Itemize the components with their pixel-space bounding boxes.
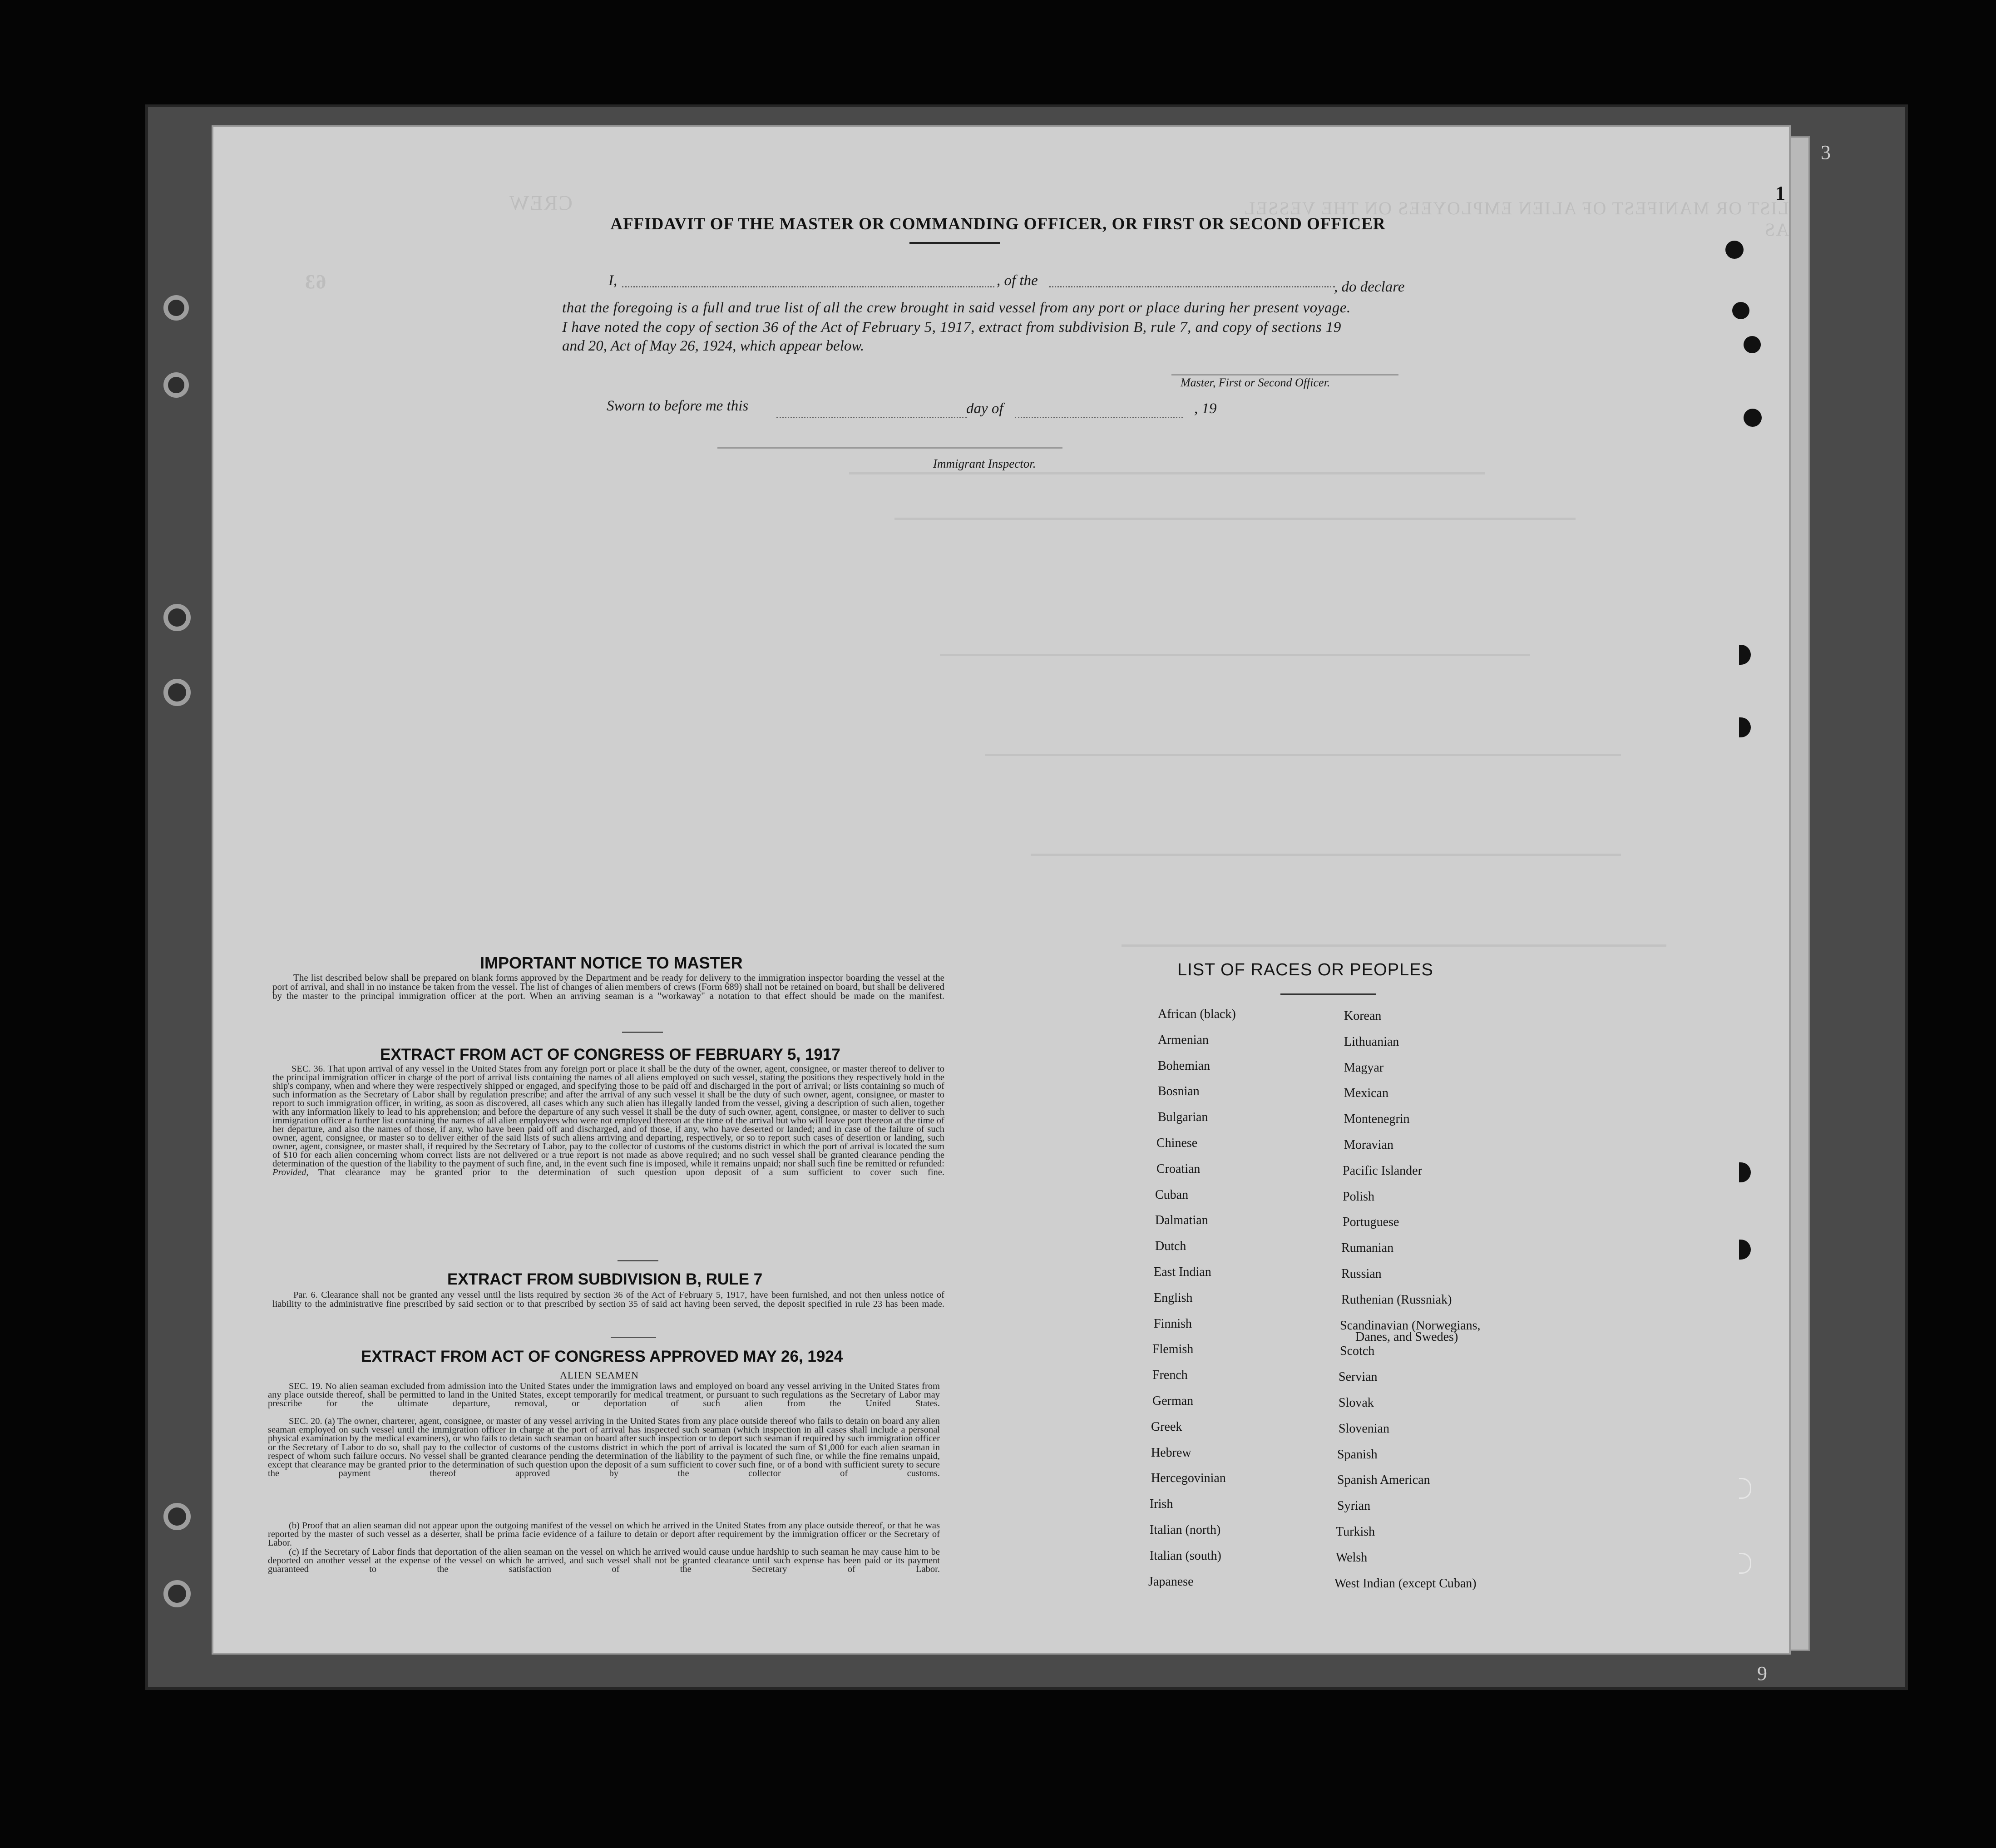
rule7-title: EXTRACT FROM SUBDIVISION B, RULE 7 (447, 1270, 763, 1288)
sec-20b-paragraph: (b) Proof that an alien seaman did not appear upon the outgoing manifest of the vessel on which he arrived in the United States from any place outside thereof, or that he was reported by the master of such vessel as a deserter, shall be prima facie evidence of a failure to detain or deport after requirement by the immigration officer or the Secretary of Labor. (268, 1521, 940, 1548)
extract-1917-paragraph (272, 1065, 944, 1177)
race-item: West Indian (except Cuban) (1334, 1576, 1477, 1591)
sec-20c-paragraph: (c) If the Secretary of Labor finds that deportation of the alien seaman on the vessel on which he arrived would cause undue hardship to such seaman he may cause him to be deported on another vessel at the expense of the vessel on which he arrived, and such vessel shall not be granted clearance until such expense has been paid or its payment guaranteed to the satisfaction of the Secretary of Labor. (268, 1547, 940, 1575)
margin-number-top: 3 (1821, 141, 1831, 163)
race-item: Pacific Islander (1343, 1163, 1422, 1178)
race-item: French (1152, 1368, 1188, 1383)
ghost-line (894, 518, 1576, 520)
race-item: English (1154, 1290, 1193, 1305)
race-item: Chinese (1156, 1136, 1198, 1150)
race-item: Turkish (1336, 1525, 1375, 1539)
race-item: Dutch (1155, 1239, 1186, 1254)
race-item: Italian (south) (1150, 1548, 1221, 1563)
race-item: German (1152, 1394, 1194, 1408)
binder-ring (163, 1503, 191, 1530)
ghost-line (985, 754, 1621, 756)
sec-19-paragraph: SEC. 19. No alien seaman excluded from admission into the United States under the immigration laws and employed on board any vessel arriving in the United States from any place outside thereof, shall be permitted to land in the United States, except temporarily for medical treatment, or pursuant to such regulations as the Secretary of Labor may prescribe for the ultimate departure, removal, or deportation of such alien from the United States. (268, 1381, 940, 1409)
half-hole (1739, 1162, 1751, 1182)
half-hole-outline (1739, 1553, 1751, 1574)
ghost-crew-heading: CREW (509, 191, 573, 214)
race-item: Spanish American (1337, 1473, 1430, 1487)
sworn-day-of: day of (966, 400, 1003, 417)
sworn-day-blank[interactable] (776, 417, 967, 418)
race-item: Japanese (1148, 1574, 1194, 1589)
race-item: Armenian (1158, 1033, 1209, 1047)
rule7-paragraph: Par. 6. Clearance shall not be granted any vessel until the lists required by section 36 of the Act of February 5, 1917, have been furnished, and not then unless notice of liability to the administrative fine prescribed by said section or to that prescribed by section 35 of said act having been served, the deposit specified in rule 23 has been made. (272, 1290, 944, 1309)
races-title-rule (1280, 993, 1376, 995)
sworn-prefix: Sworn to before me this (607, 398, 749, 414)
ghost-line (940, 654, 1530, 656)
notice-paragraph: The list described below shall be prepared on blank forms approved by the Department and be ready for delivery to the immigration inspector boarding the vessel at the port of arrival, and shall in no instance be taken from the vessel. The list of changes of alien members of crews (Form 689) shall not be retained on board, but shall be delivered by the master to the principal immigration officer at the port. When an arriving seaman is a "workaway" a notation to that effect should be made on the manifest. (272, 972, 944, 1001)
declaration-of-the: , of the (997, 272, 1038, 289)
race-item: Hercegovinian (1151, 1471, 1226, 1486)
race-item: Bohemian (1158, 1058, 1210, 1073)
affidavit-title: AFFIDAVIT OF THE MASTER OR COMMANDING OFFICER, OR FIRST OR SECOND OFFICER (610, 215, 1386, 233)
race-item: Syrian (1337, 1499, 1371, 1513)
master-signature-label: Master, First or Second Officer. (1181, 376, 1330, 389)
half-hole-outline (1739, 1478, 1751, 1499)
race-item: Spanish (1337, 1447, 1378, 1462)
inspector-label: Immigrant Inspector. (933, 457, 1036, 470)
race-item: Slovak (1339, 1396, 1374, 1410)
declaration-line-2: that the foregoing is a full and true list of all the crew brought in said vessel from any port or place during her present voyage. (562, 300, 1351, 316)
race-item: Russian (1341, 1267, 1382, 1281)
race-item: Polish (1343, 1189, 1375, 1204)
race-item: Cuban (1155, 1187, 1189, 1202)
affidavit-title-rule (909, 242, 1000, 244)
race-item: Greek (1151, 1419, 1182, 1434)
binder-ring (163, 604, 191, 631)
sec-36-text: That upon arrival of any vessel in the United States from any foreign port or place it shall be the duty of the owner, agent, consignee, or master thereof to deliver to the principal immigration officer in charge of the port of arrival lists containing the names of all aliens employed on such vessel, stating the positions they respectively hold in the ship's company, when and where they were respectively shipped or engaged, and specifying those to be paid off and discharged in the port of arrival; or lists containing so much of such information as the Secretary of Labor shall by regulation prescribe; and after the arrival of any such vessel it shall be the duty of such owner, agent, consignee, or master to report to such immigration officer, in writing, as soon as discovered, all cases which any such alien has illegally landed from the vessel, giving a description of such alien, together with any information likely to lead to his apprehension; and before the departure of any such vessel it shall be the duty of such owner, agent, consignee, or master to deliver to such immigration officer a further list containing the names of all alien employees who were not employed thereon at the time of the arrival but who will leave port thereon at the time of her departure, and also the names of those, if any, who have been paid off and discharged, and of those, if any, who have deserted or landed; and in case of the failure of such owner, agent, consignee, or master so to deliver either of the said lists of such aliens arriving and departing, respectively, or so to report such cases of desertion or landing, such owner, agent, consignee, or master shall, if required by the Secretary of Labor, pay to the collector of customs of the customs district in which the port of arrival is located the sum of $10 for each alien concerning whom correct lists are not delivered or a true report is not made as above required; and no such vessel shall be granted clearance pending the determination of the question of the liability to the payment of such fine, and, in the event such fine is imposed, while it remains unpaid; nor shall such fine be remitted or refunded: (272, 1064, 944, 1169)
punch-hole (1725, 241, 1744, 259)
extract-1917-rule (618, 1260, 658, 1261)
declaration-line-3: I have noted the copy of section 36 of the Act of February 5, 1917, extract from subdivision B, rule 7, and copy of sections 19 (562, 319, 1341, 336)
race-item: Irish (1150, 1497, 1173, 1512)
race-item: Moravian (1344, 1138, 1393, 1152)
race-item: Slovenian (1339, 1421, 1389, 1436)
race-item: Welsh (1336, 1550, 1368, 1565)
half-hole (1739, 645, 1751, 665)
binder-ring (163, 1580, 191, 1607)
ghost-line (1031, 854, 1621, 856)
race-item: Magyar (1344, 1060, 1384, 1075)
race-item: African (black) (1158, 1007, 1236, 1021)
binder-ring (163, 372, 189, 398)
alien-seamen-subtitle: ALIEN SEAMEN (560, 1369, 639, 1381)
half-hole (1739, 1240, 1751, 1260)
ghost-number: 63 (304, 271, 326, 293)
race-item: Montenegrin (1344, 1112, 1410, 1127)
binder-ring (163, 679, 191, 706)
race-item: Korean (1344, 1009, 1382, 1023)
extract-1917-title: EXTRACT FROM ACT OF CONGRESS OF FEBRUARY 5, 1917 (380, 1046, 840, 1063)
ghost-list-heading: LIST OR MANIFEST OF ALIEN EMPLOYEES ON THE VESSEL AS (1244, 198, 1789, 240)
provided-text: Provided, (272, 1167, 309, 1177)
race-item: Mexican (1344, 1086, 1388, 1101)
race-item: Bosnian (1158, 1084, 1200, 1099)
half-hole (1739, 717, 1751, 737)
race-item: Scotch (1340, 1344, 1375, 1359)
race-item: Scandinavian (Norwegians, (1340, 1318, 1481, 1333)
declaration-i: I, (608, 272, 618, 289)
sec-20a-paragraph: SEC. 20. (a) The owner, charterer, agent, consignee, or master of any vessel arriving in the United States from any place outside thereof who fails to detain on board any alien seaman employed on such vessel until the immigration officer in charge at the port of arrival has inspected such seaman (which inspection in all cases shall include a personal physical examination by the medical examiners), or who fails to detain such seaman on board after such inspection or to deport such seaman if required by such immigration officer or the Secretary of Labor to do so, shall pay to the collector of customs of the customs district in which the port of arrival is located the sum of $1,000 for each alien seaman in respect of whom such failure occurs. No vessel shall be granted clearance pending the determination of the liability to the payment of such fine, or while the fine remains unpaid, except that clearance may be granted prior to the determination of such question upon the deposit of a sum sufficient to cover such fine, or of a bond with sufficient surety to secure the payment thereof approved by the collector of customs. (268, 1416, 940, 1479)
margin-number-bottom: 9 (1757, 1662, 1767, 1685)
vessel-blank[interactable] (1049, 286, 1335, 287)
rule7-rule (611, 1337, 656, 1338)
sec-36-label: SEC. 36. (291, 1064, 326, 1074)
sec-36-end: That clearance may be granted prior to the determination of such question upon deposit of a sum sufficient to cover such fine. (318, 1167, 944, 1177)
race-item: Ruthenian (Russniak) (1341, 1292, 1452, 1307)
extract-1924-title: EXTRACT FROM ACT OF CONGRESS APPROVED MAY 26, 1924 (361, 1348, 843, 1365)
race-item: Lithuanian (1344, 1034, 1399, 1049)
race-item: Bulgarian (1158, 1110, 1208, 1125)
master-signature-line[interactable] (1171, 374, 1398, 376)
sworn-month-blank[interactable] (1015, 417, 1183, 418)
punch-hole (1744, 336, 1761, 353)
corner-mark: 1 (1775, 182, 1785, 204)
declaration-line-4: and 20, Act of May 26, 1924, which appear below. (562, 338, 865, 354)
name-blank[interactable] (622, 286, 994, 287)
race-item: Flemish (1152, 1342, 1194, 1357)
binder-ring (163, 295, 189, 321)
race-item: Danes, and Swedes) (1355, 1330, 1458, 1344)
notice-title: IMPORTANT NOTICE TO MASTER (480, 954, 743, 972)
ghost-line (1122, 944, 1666, 947)
race-item: Rumanian (1341, 1241, 1394, 1255)
race-item: Dalmatian (1155, 1213, 1208, 1228)
race-item: East Indian (1154, 1265, 1211, 1279)
race-item: Portuguese (1343, 1215, 1399, 1230)
ghost-line (849, 472, 1485, 474)
declaration-do-declare: , do declare (1334, 279, 1405, 295)
sworn-year: , 19 (1194, 400, 1217, 417)
race-item: Finnish (1154, 1316, 1192, 1331)
race-item: Italian (north) (1150, 1523, 1221, 1537)
race-item: Croatian (1156, 1161, 1201, 1176)
races-title: LIST OF RACES OR PEOPLES (1177, 960, 1433, 979)
punch-hole (1744, 409, 1762, 427)
inspector-signature-line[interactable] (717, 447, 1062, 449)
punch-hole (1732, 302, 1749, 319)
notice-rule (622, 1032, 663, 1033)
race-item: Hebrew (1151, 1445, 1191, 1460)
race-item: Servian (1339, 1370, 1378, 1384)
